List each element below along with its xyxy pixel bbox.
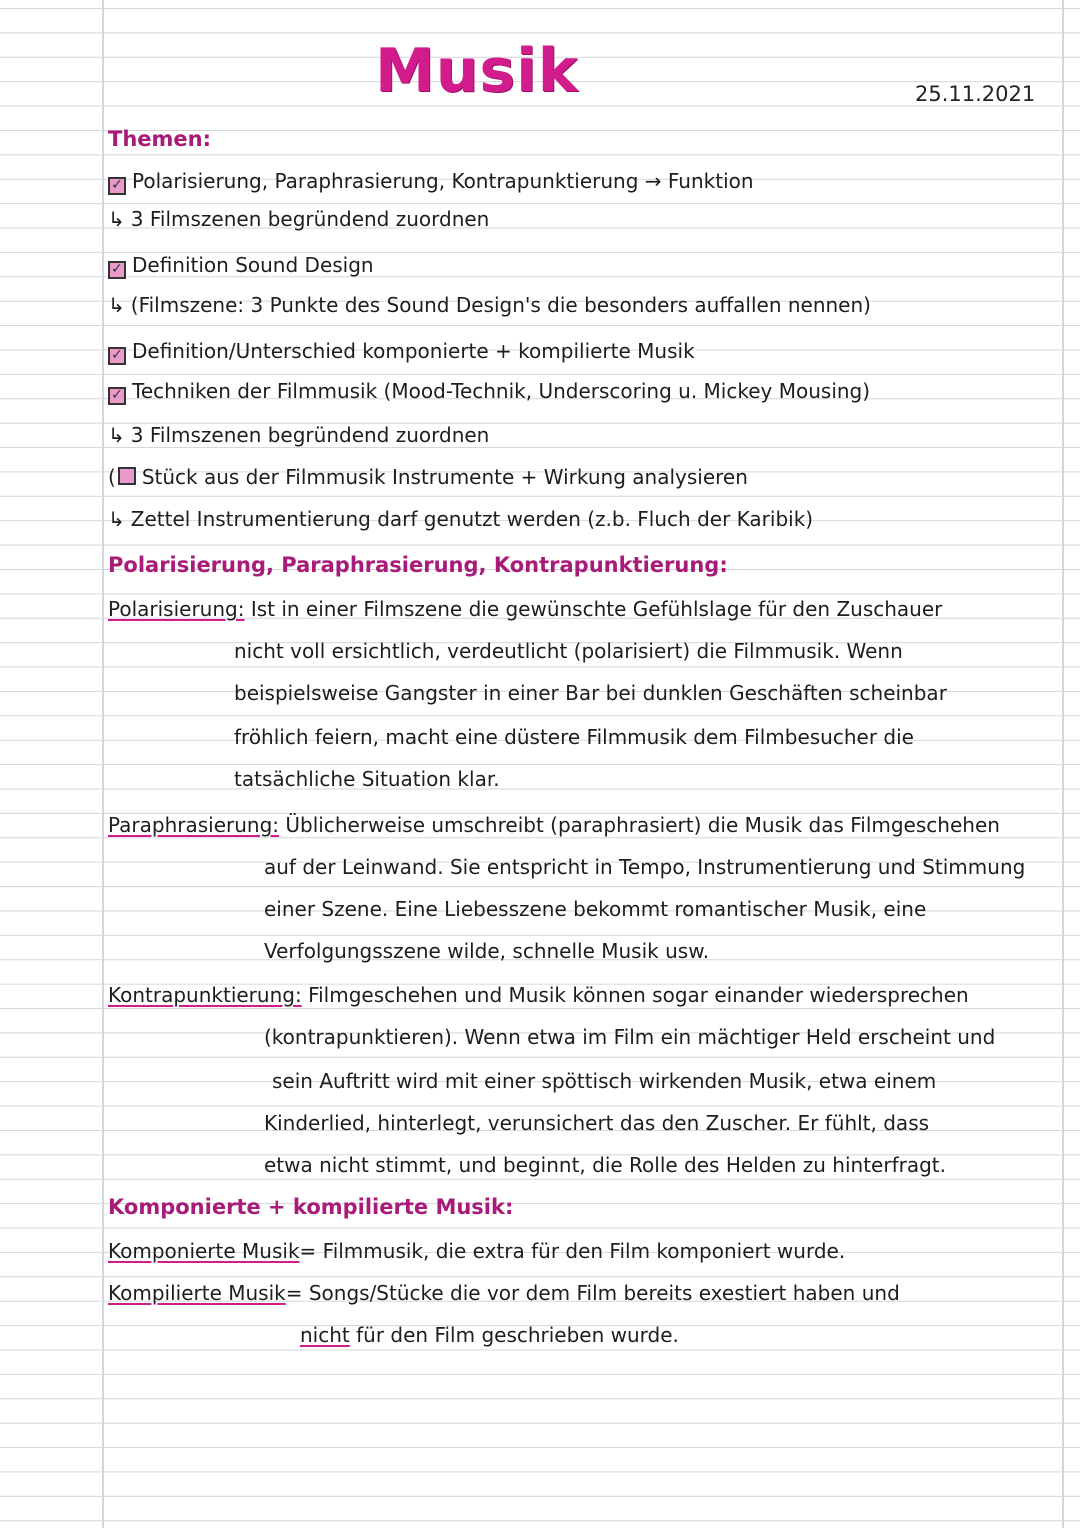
section-heading-functions: Polarisierung, Paraphrasierung, Kontrapunktierung: — [108, 553, 728, 577]
text-line: fröhlich feiern, macht eine düstere Filmmusik dem Filmbesucher die — [234, 725, 914, 749]
margin-line-left — [102, 0, 104, 1528]
kontrapunktierung-line: Kontrapunktierung: Filmgeschehen und Musik können sogar einander wiedersprechen — [108, 983, 969, 1007]
kompiliert-line: Kompilierte Musik= Songs/Stücke die vor dem Film bereits exestiert haben und — [108, 1281, 900, 1305]
topic-item: ↳ Zettel Instrumentierung darf genutzt werden (z.b. Fluch der Karibik) — [108, 507, 814, 531]
text-line: etwa nicht stimmt, und beginnt, die Rolle des Helden zu hinterfragt. — [264, 1153, 946, 1177]
topics-heading: Themen: — [108, 127, 211, 151]
text-line: auf der Leinwand. Sie entspricht in Tempo, Instrumentierung und Stimmung — [264, 855, 1026, 879]
text-line: tatsächliche Situation klar. — [234, 767, 500, 791]
text-line: Verfolgungsszene wilde, schnelle Musik usw. — [264, 939, 710, 963]
checked-box-icon: ✓ — [108, 261, 126, 279]
term-kontrapunktierung: Kontrapunktierung: — [108, 983, 302, 1007]
komponiert-line: Komponierte Musik= Filmmusik, die extra für den Film komponiert wurde. — [108, 1239, 846, 1263]
term-polarisierung: Polarisierung: — [108, 597, 245, 621]
text-line: nicht voll ersichtlich, verdeutlicht (polarisiert) die Filmmusik. Wenn — [234, 639, 903, 663]
arrow-marker: ↳ — [108, 207, 125, 231]
arrow-marker: ↳ — [108, 507, 125, 531]
checked-box-icon: ✓ — [108, 177, 126, 195]
term-paraphrasierung: Paraphrasierung: — [108, 813, 280, 837]
text-line: einer Szene. Eine Liebesszene bekommt romantischer Musik, eine — [264, 897, 927, 921]
text-line: (kontrapunktieren). Wenn etwa im Film ein mächtiger Held erscheint und — [264, 1025, 996, 1049]
page-title: Musik — [375, 36, 579, 106]
paraphrasierung-line: Paraphrasierung: Üblicherweise umschreibt (paraphrasiert) die Musik das Filmgeschehen — [108, 813, 1000, 837]
section-heading-music-types: Komponierte + kompilierte Musik: — [108, 1195, 514, 1219]
topic-item: ✓ Definition Sound Design — [108, 252, 374, 279]
term-kompiliert: Kompilierte Musik — [108, 1281, 286, 1305]
text-line: sein Auftritt wird mit einer spöttisch wirkenden Musik, etwa einem — [272, 1069, 937, 1093]
arrow-marker: ↳ — [108, 293, 125, 317]
text-line: Kinderlied, hinterlegt, verunsichert das den Zuscher. Er fühlt, dass — [264, 1111, 930, 1135]
arrow-marker: ↳ — [108, 423, 125, 447]
topic-item: ↳ 3 Filmszenen begründend zuordnen — [108, 423, 490, 447]
term-komponiert: Komponierte Musik — [108, 1239, 300, 1263]
topic-item: ✓ Polarisierung, Paraphrasierung, Kontrapunktierung → Funktion — [108, 168, 754, 195]
topic-item: ↳ 3 Filmszenen begründend zuordnen — [108, 207, 490, 231]
emphasis-nicht: nicht — [300, 1323, 350, 1347]
checked-box-icon: ✓ — [108, 387, 126, 405]
checked-box-icon: ✓ — [108, 347, 126, 365]
margin-line-right — [1062, 0, 1064, 1528]
topic-item: ↳ (Filmszene: 3 Punkte des Sound Design's die besonders auffallen nennen) — [108, 293, 871, 317]
unchecked-box-icon — [118, 467, 136, 485]
topic-item: ✓ Techniken der Filmmusik (Mood-Technik, Underscoring u. Mickey Mousing) — [108, 378, 870, 405]
topic-item: ✓ Definition/Unterschied komponierte + kompilierte Musik — [108, 338, 695, 365]
polarisierung-line: Polarisierung: Ist in einer Filmszene die gewünschte Gefühlslage für den Zuschauer — [108, 597, 943, 621]
page-date: 25.11.2021 — [915, 82, 1036, 106]
text-line: nicht für den Film geschrieben wurde. — [300, 1323, 679, 1347]
text-line: beispielsweise Gangster in einer Bar bei dunklen Geschäften scheinbar — [234, 681, 947, 705]
topic-item: ( Stück aus der Filmmusik Instrumente + Wirkung analysieren — [108, 465, 748, 489]
